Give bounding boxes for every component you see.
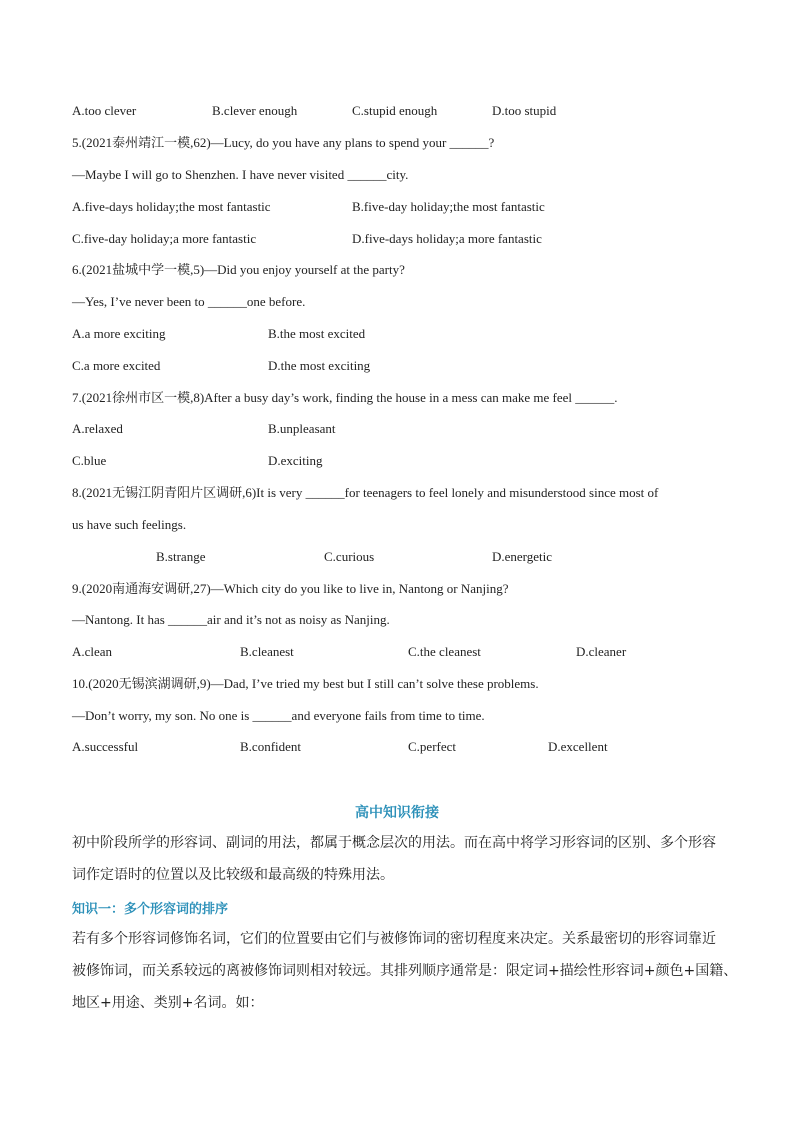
q9-option-b: B.cleanest — [240, 644, 294, 659]
q7-option-a: A.relaxed — [72, 421, 123, 436]
q9-stem: 9.(2020南通海安调研,27)—Which city do you like to live in, Nantong or Nanjing? — [72, 581, 509, 596]
q4-option-a: A.too clever — [72, 103, 137, 118]
q5-stem: 5.(2021泰州靖江一模,62)—Lucy, do you have any plans to spend your ______? — [72, 135, 495, 150]
q9-option-a: A.clean — [72, 644, 113, 659]
q6-stem: 6.(2021盐城中学一模,5)—Did you enjoy yourself at the party? — [72, 262, 405, 277]
section-title: 高中知识衔接 — [355, 805, 439, 821]
q6-option-c: C.a more excited — [72, 358, 161, 373]
q5-option-b: B.five-day holiday;the most fantastic — [352, 199, 545, 214]
q4-option-d: D.too stupid — [492, 103, 557, 118]
q8-option-b: B.strange — [156, 549, 206, 564]
q10-line2: —Don’t worry, my son. No one is ______and everyone fails from time to time. — [72, 708, 485, 723]
q6-line2: —Yes, I’ve never been to ______one before. — [72, 294, 306, 309]
knowledge-point-line2: 被修饰词，而关系较远的离被修饰词则相对较远。其排列顺序通常是：限定词+描绘性形容词+颜色+国籍、 — [72, 963, 738, 979]
q8-option-d: D.energetic — [492, 549, 553, 564]
knowledge-point-title: 知识一：多个形容词的排序 — [72, 902, 229, 917]
q9-line2: —Nantong. It has ______air and it’s not as noisy as Nanjing. — [72, 612, 390, 627]
q9-option-c: C.the cleanest — [408, 644, 481, 659]
q6-option-d: D.the most exciting — [268, 358, 371, 373]
section-intro-line1: 初中阶段所学的形容词、副词的用法，都属于概念层次的用法。而在高中将学习形容词的区别、多个形容 — [72, 835, 716, 851]
q7-option-b: B.unpleasant — [268, 421, 336, 436]
knowledge-point-line3: 地区+用途、类别+名词。如： — [72, 995, 264, 1011]
q7-option-d: D.exciting — [268, 453, 323, 468]
q8-line2: us have such feelings. — [72, 517, 187, 532]
knowledge-point-line1: 若有多个形容词修饰名词，它们的位置要由它们与被修饰词的密切程度来决定。关系最密切的形容词靠近 — [72, 931, 716, 947]
q5-option-c: C.five-day holiday;a more fantastic — [72, 231, 257, 246]
q10-option-b: B.confident — [240, 739, 302, 754]
q5-line2: —Maybe I will go to Shenzhen. I have never visited ______city. — [72, 167, 409, 182]
q7-stem: 7.(2021徐州市区一模,8)After a busy day’s work, finding the house in a mess can make me feel ______. — [72, 390, 618, 405]
q6-option-b: B.the most excited — [268, 326, 366, 341]
q8-option-c: C.curious — [324, 549, 375, 564]
q10-stem: 10.(2020无锡滨湖调研,9)—Dad, I’ve tried my best but I still can’t solve these problems. — [72, 676, 539, 691]
q5-option-a: A.five-days holiday;the most fantastic — [72, 199, 271, 214]
q7-option-c: C.blue — [72, 453, 107, 468]
q8-stem: 8.(2021无锡江阴青阳片区调研,6)It is very ______for teenagers to feel lonely and misunderstood since most of — [72, 485, 659, 500]
q10-option-d: D.excellent — [548, 739, 608, 754]
section-intro-line2: 词作定语时的位置以及比较级和最高级的特殊用法。 — [72, 867, 394, 883]
q4-option-b: B.clever enough — [212, 103, 298, 118]
q5-option-d: D.five-days holiday;a more fantastic — [352, 231, 542, 246]
q6-option-a: A.a more exciting — [72, 326, 166, 341]
q9-option-d: D.cleaner — [576, 644, 627, 659]
q10-option-a: A.successful — [72, 739, 139, 754]
q10-option-c: C.perfect — [408, 739, 457, 754]
q4-option-c: C.stupid enough — [352, 103, 438, 118]
